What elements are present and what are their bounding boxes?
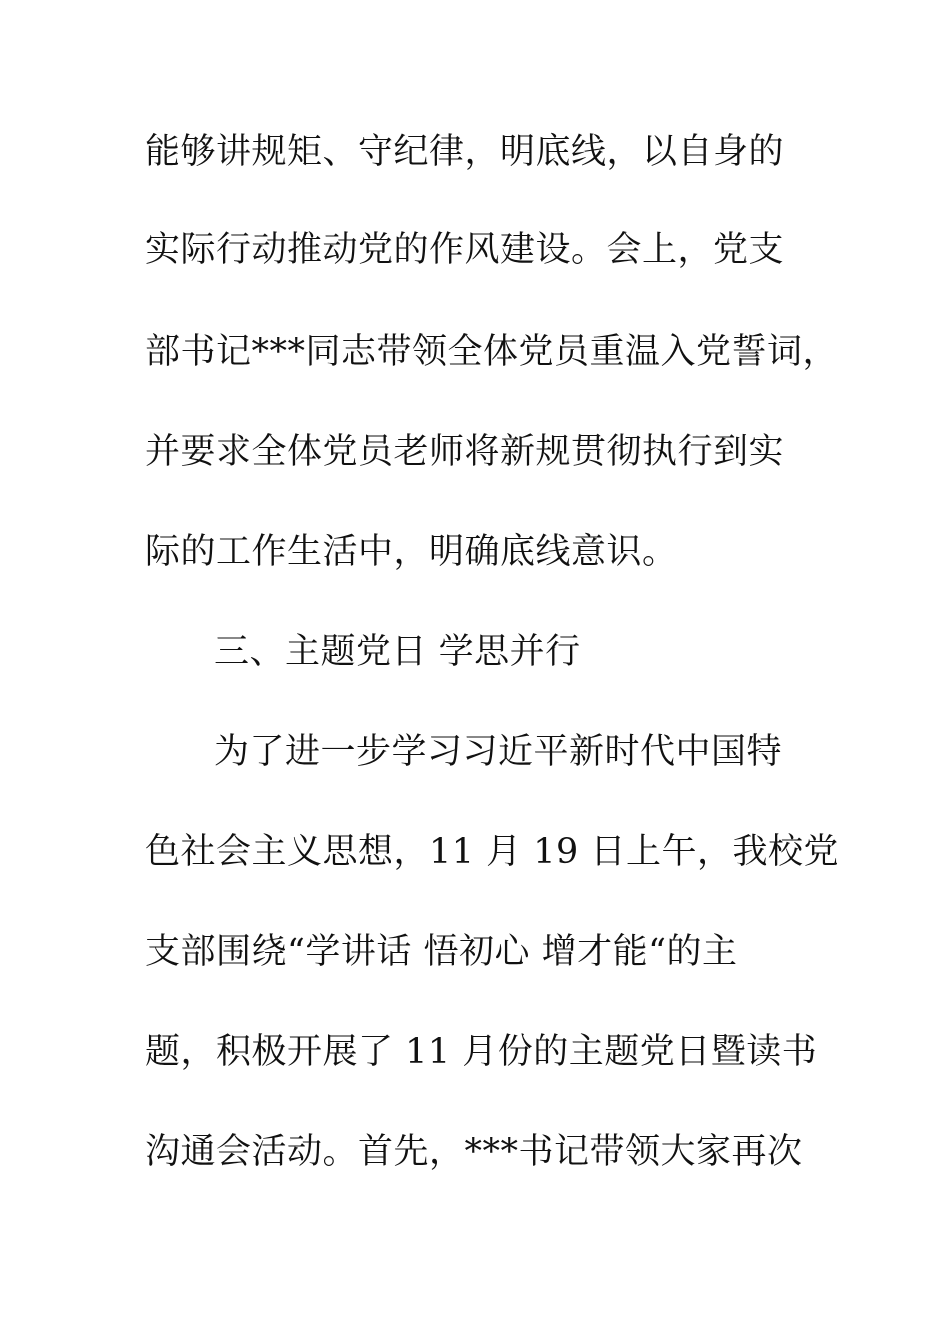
paragraph-line: 支部围绕“学讲话 悟初心 增才能“的主: [145, 932, 738, 972]
paragraph-line: 题，积极开展了 11 月份的主题党日暨读书: [145, 1032, 818, 1072]
paragraph-line: 沟通会活动。首先，***书记带领大家再次: [145, 1132, 803, 1172]
paragraph-line: 部书记***同志带领全体党员重温入党誓词，: [145, 332, 839, 372]
paragraph-line: 实际行动推动党的作风建设。会上，党支: [145, 230, 785, 270]
section-heading: 三、主题党日 学思并行: [214, 632, 581, 672]
paragraph-line: 色社会主义思想，11 月 19 日上午，我校党: [145, 832, 839, 872]
paragraph-line: 能够讲规矩、守纪律，明底线，以自身的: [145, 132, 785, 172]
paragraph-line: 并要求全体党员老师将新规贯彻执行到实: [145, 432, 785, 472]
paragraph-line: 际的工作生活中，明确底线意识。: [145, 532, 678, 572]
paragraph-first-line: 为了进一步学习习近平新时代中国特: [214, 732, 783, 772]
